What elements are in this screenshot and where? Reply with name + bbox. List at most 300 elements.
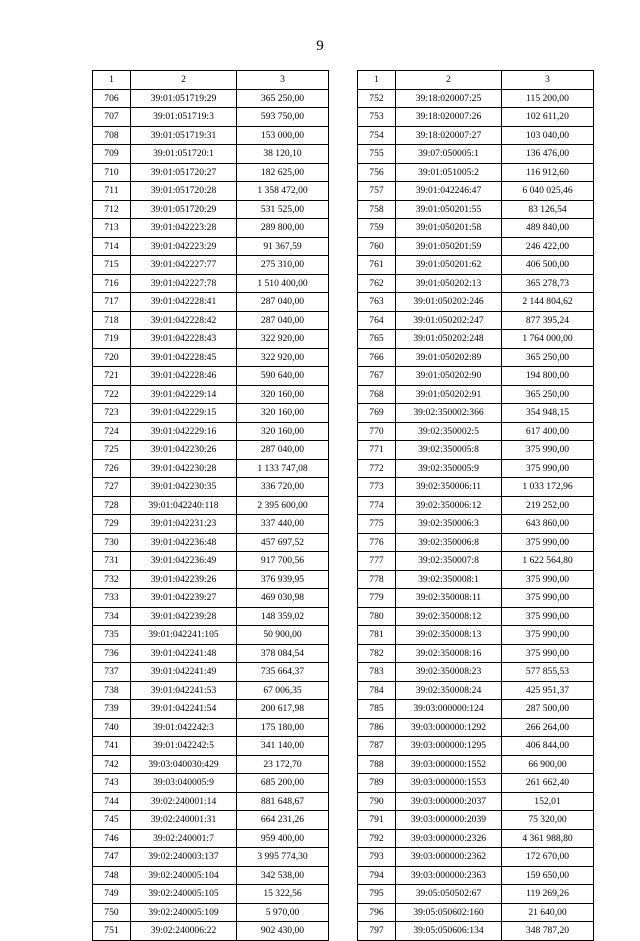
row-number-cell: 774 (358, 496, 396, 515)
cadastral-number-cell: 39:01:051719:29 (131, 89, 237, 108)
cadastral-number-cell: 39:01:050201:55 (396, 200, 502, 219)
row-number-cell: 794 (358, 866, 396, 885)
cadastral-number-cell: 39:02:240005:104 (131, 866, 237, 885)
table-row (93, 219, 329, 238)
value-cell: 375 990,00 (502, 441, 594, 460)
cadastral-number-cell: 39:03:000000:2039 (396, 811, 502, 830)
table-row (93, 404, 329, 423)
value-cell: 67 006,35 (237, 681, 329, 700)
column-header: 2 (396, 71, 502, 90)
value-cell: 577 855,53 (502, 663, 594, 682)
cadastral-number-cell: 39:01:051005:2 (396, 163, 502, 182)
row-number-cell: 742 (93, 755, 131, 774)
value-cell: 2 395 600,00 (237, 496, 329, 515)
cadastral-number-cell: 39:03:000000:124 (396, 700, 502, 719)
cadastral-number-cell: 39:01:042228:41 (131, 293, 237, 312)
table-row (358, 626, 594, 645)
row-number-cell: 793 (358, 848, 396, 867)
row-number-cell: 706 (93, 89, 131, 108)
table-row (93, 903, 329, 922)
value-cell: 881 648,67 (237, 792, 329, 811)
row-number-cell: 756 (358, 163, 396, 182)
value-cell: 5 970,00 (237, 903, 329, 922)
value-cell: 182 625,00 (237, 163, 329, 182)
value-cell: 1 764 000,00 (502, 330, 594, 349)
cadastral-number-cell: 39:01:051720:29 (131, 200, 237, 219)
value-cell: 348 787,20 (502, 922, 594, 941)
table-row (93, 182, 329, 201)
row-number-cell: 746 (93, 829, 131, 848)
value-cell: 735 664,37 (237, 663, 329, 682)
table-row (358, 182, 594, 201)
value-cell: 375 990,00 (502, 607, 594, 626)
cadastral-number-cell: 39:01:050201:58 (396, 219, 502, 238)
table-row (358, 478, 594, 497)
cadastral-number-cell: 39:18:020007:25 (396, 89, 502, 108)
value-cell: 406 844,00 (502, 737, 594, 756)
value-cell: 148 359,02 (237, 607, 329, 626)
row-number-cell: 766 (358, 348, 396, 367)
row-number-cell: 771 (358, 441, 396, 460)
cadastral-number-cell: 39:01:042223:29 (131, 237, 237, 256)
row-number-cell: 782 (358, 644, 396, 663)
cadastral-number-cell: 39:02:240003:137 (131, 848, 237, 867)
value-cell: 643 860,00 (502, 515, 594, 534)
table-row (93, 108, 329, 127)
table-row (358, 163, 594, 182)
row-number-cell: 731 (93, 552, 131, 571)
value-cell: 261 662,40 (502, 774, 594, 793)
cadastral-number-cell: 39:01:042239:27 (131, 589, 237, 608)
table-row (93, 589, 329, 608)
value-cell: 172 670,00 (502, 848, 594, 867)
cadastral-number-cell: 39:03:000000:2362 (396, 848, 502, 867)
cadastral-number-cell: 39:02:240005:105 (131, 885, 237, 904)
row-number-cell: 733 (93, 589, 131, 608)
cadastral-number-cell: 39:03:000000:1553 (396, 774, 502, 793)
table-row (93, 700, 329, 719)
value-cell: 375 990,00 (502, 644, 594, 663)
cadastral-number-cell: 39:05:050502:67 (396, 885, 502, 904)
value-cell: 175 180,00 (237, 718, 329, 737)
table-row (93, 496, 329, 515)
table-row (358, 385, 594, 404)
row-number-cell: 764 (358, 311, 396, 330)
row-number-cell: 726 (93, 459, 131, 478)
cadastral-number-cell: 39:01:050202:248 (396, 330, 502, 349)
row-number-cell: 781 (358, 626, 396, 645)
table-row (93, 200, 329, 219)
value-cell: 406 500,00 (502, 256, 594, 275)
value-cell: 15 322,56 (237, 885, 329, 904)
row-number-cell: 709 (93, 145, 131, 164)
value-cell: 219 252,00 (502, 496, 594, 515)
table-row (358, 515, 594, 534)
table-row (93, 681, 329, 700)
data-table-right (357, 70, 594, 941)
row-number-cell: 772 (358, 459, 396, 478)
cadastral-number-cell: 39:01:042242:5 (131, 737, 237, 756)
row-number-cell: 740 (93, 718, 131, 737)
table-row (358, 607, 594, 626)
table-row (358, 681, 594, 700)
column-header: 2 (131, 71, 237, 90)
table-row (358, 89, 594, 108)
column-header: 3 (502, 71, 594, 90)
row-number-cell: 767 (358, 367, 396, 386)
table-row (93, 293, 329, 312)
value-cell: 457 697,52 (237, 533, 329, 552)
value-cell: 617 400,00 (502, 422, 594, 441)
cadastral-number-cell: 39:01:042240:118 (131, 496, 237, 515)
row-number-cell: 768 (358, 385, 396, 404)
cadastral-number-cell: 39:01:051720:27 (131, 163, 237, 182)
cadastral-number-cell: 39:02:350008:16 (396, 644, 502, 663)
table-row (358, 422, 594, 441)
cadastral-number-cell: 39:02:350006:11 (396, 478, 502, 497)
table-row (358, 774, 594, 793)
value-cell: 320 160,00 (237, 385, 329, 404)
table-row (358, 718, 594, 737)
row-number-cell: 730 (93, 533, 131, 552)
table-row (93, 274, 329, 293)
value-cell: 287 040,00 (237, 311, 329, 330)
row-number-cell: 748 (93, 866, 131, 885)
cadastral-number-cell: 39:01:042228:45 (131, 348, 237, 367)
table-row (358, 367, 594, 386)
cadastral-number-cell: 39:03:000000:1295 (396, 737, 502, 756)
cadastral-number-cell: 39:01:042246:47 (396, 182, 502, 201)
data-table-left (92, 70, 329, 941)
cadastral-number-cell: 39:02:240005:109 (131, 903, 237, 922)
row-number-cell: 775 (358, 515, 396, 534)
cadastral-number-cell: 39:02:240001:7 (131, 829, 237, 848)
table-row (358, 589, 594, 608)
row-number-cell: 780 (358, 607, 396, 626)
row-number-cell: 750 (93, 903, 131, 922)
value-cell: 289 800,00 (237, 219, 329, 238)
table-row (93, 145, 329, 164)
table-row (358, 441, 594, 460)
cadastral-number-cell: 39:02:350005:8 (396, 441, 502, 460)
value-cell: 266 264,00 (502, 718, 594, 737)
table-row (93, 866, 329, 885)
column-header: 3 (237, 71, 329, 90)
cadastral-number-cell: 39:03:000000:1292 (396, 718, 502, 737)
cadastral-number-cell: 39:01:042241:54 (131, 700, 237, 719)
table-row (93, 367, 329, 386)
table-row (358, 311, 594, 330)
cadastral-number-cell: 39:01:042227:78 (131, 274, 237, 293)
cadastral-number-cell: 39:03:000000:2037 (396, 792, 502, 811)
cadastral-number-cell: 39:18:020007:27 (396, 126, 502, 145)
table-row (93, 459, 329, 478)
value-cell: 354 948,15 (502, 404, 594, 423)
value-cell: 1 622 564,80 (502, 552, 594, 571)
row-number-cell: 720 (93, 348, 131, 367)
value-cell: 664 231,26 (237, 811, 329, 830)
value-cell: 38 120,10 (237, 145, 329, 164)
value-cell: 959 400,00 (237, 829, 329, 848)
table-row (358, 885, 594, 904)
row-number-cell: 712 (93, 200, 131, 219)
row-number-cell: 779 (358, 589, 396, 608)
value-cell: 6 040 025,46 (502, 182, 594, 201)
cadastral-number-cell: 39:02:350008:23 (396, 663, 502, 682)
cadastral-number-cell: 39:03:000000:1552 (396, 755, 502, 774)
table-row (93, 163, 329, 182)
table-row (93, 626, 329, 645)
table-row (358, 145, 594, 164)
table-row (93, 237, 329, 256)
row-number-cell: 708 (93, 126, 131, 145)
table-row (358, 496, 594, 515)
cadastral-number-cell: 39:01:042229:16 (131, 422, 237, 441)
table-row (93, 533, 329, 552)
table-row (93, 478, 329, 497)
row-number-cell: 786 (358, 718, 396, 737)
cadastral-number-cell: 39:01:042239:26 (131, 570, 237, 589)
row-number-cell: 789 (358, 774, 396, 793)
row-number-cell: 739 (93, 700, 131, 719)
value-cell: 4 361 988,80 (502, 829, 594, 848)
cadastral-number-cell: 39:01:042230:35 (131, 478, 237, 497)
value-cell: 469 030,98 (237, 589, 329, 608)
cadastral-number-cell: 39:02:350005:9 (396, 459, 502, 478)
value-cell: 1 133 747,08 (237, 459, 329, 478)
value-cell: 593 750,00 (237, 108, 329, 127)
cadastral-number-cell: 39:05:050602:160 (396, 903, 502, 922)
cadastral-number-cell: 39:03:000000:2326 (396, 829, 502, 848)
cadastral-number-cell: 39:02:350008:12 (396, 607, 502, 626)
value-cell: 103 040,00 (502, 126, 594, 145)
value-cell: 119 269,26 (502, 885, 594, 904)
table-row (358, 404, 594, 423)
row-number-cell: 718 (93, 311, 131, 330)
row-number-cell: 788 (358, 755, 396, 774)
value-cell: 917 700,56 (237, 552, 329, 571)
row-number-cell: 717 (93, 293, 131, 312)
table-row (93, 126, 329, 145)
value-cell: 1 358 472,00 (237, 182, 329, 201)
table-row (358, 219, 594, 238)
value-cell: 336 720,00 (237, 478, 329, 497)
table-row (358, 570, 594, 589)
value-cell: 116 912,60 (502, 163, 594, 182)
table-row (358, 829, 594, 848)
value-cell: 1 510 400,00 (237, 274, 329, 293)
value-cell: 425 951,37 (502, 681, 594, 700)
table-row (358, 903, 594, 922)
table-row (358, 755, 594, 774)
cadastral-number-cell: 39:01:050202:91 (396, 385, 502, 404)
table-row (93, 644, 329, 663)
table-row (93, 774, 329, 793)
table-row (93, 385, 329, 404)
cadastral-number-cell: 39:01:051719:3 (131, 108, 237, 127)
row-number-cell: 707 (93, 108, 131, 127)
value-cell: 322 920,00 (237, 330, 329, 349)
table-row (358, 330, 594, 349)
value-cell: 3 995 774,30 (237, 848, 329, 867)
row-number-cell: 758 (358, 200, 396, 219)
cadastral-number-cell: 39:01:042230:26 (131, 441, 237, 460)
row-number-cell: 753 (358, 108, 396, 127)
cadastral-number-cell: 39:01:042223:28 (131, 219, 237, 238)
cadastral-number-cell: 39:02:350006:8 (396, 533, 502, 552)
table-row (358, 663, 594, 682)
row-number-cell: 762 (358, 274, 396, 293)
row-number-cell: 749 (93, 885, 131, 904)
table-row (358, 459, 594, 478)
row-number-cell: 785 (358, 700, 396, 719)
value-cell: 275 310,00 (237, 256, 329, 275)
value-cell: 376 939,95 (237, 570, 329, 589)
cadastral-number-cell: 39:02:240006:22 (131, 922, 237, 941)
value-cell: 66 900,00 (502, 755, 594, 774)
value-cell: 320 160,00 (237, 404, 329, 423)
table-row (93, 515, 329, 534)
table-row (93, 755, 329, 774)
value-cell: 287 040,00 (237, 293, 329, 312)
cadastral-number-cell: 39:01:042241:48 (131, 644, 237, 663)
row-number-cell: 714 (93, 237, 131, 256)
cadastral-number-cell: 39:01:050202:13 (396, 274, 502, 293)
value-cell: 337 440,00 (237, 515, 329, 534)
table-row (93, 718, 329, 737)
row-number-cell: 765 (358, 330, 396, 349)
table-row (358, 922, 594, 941)
value-cell: 91 367,59 (237, 237, 329, 256)
cadastral-number-cell: 39:02:240001:14 (131, 792, 237, 811)
value-cell: 341 140,00 (237, 737, 329, 756)
cadastral-number-cell: 39:01:042228:46 (131, 367, 237, 386)
value-cell: 194 800,00 (502, 367, 594, 386)
cadastral-number-cell: 39:01:050201:59 (396, 237, 502, 256)
cadastral-number-cell: 39:02:240001:31 (131, 811, 237, 830)
table-row (93, 811, 329, 830)
cadastral-number-cell: 39:01:042236:48 (131, 533, 237, 552)
cadastral-number-cell: 39:01:050202:247 (396, 311, 502, 330)
cadastral-number-cell: 39:03:040005:9 (131, 774, 237, 793)
row-number-cell: 736 (93, 644, 131, 663)
table-row (358, 348, 594, 367)
table-row (93, 829, 329, 848)
row-number-cell: 761 (358, 256, 396, 275)
value-cell: 83 126,54 (502, 200, 594, 219)
cadastral-number-cell: 39:07:050005:1 (396, 145, 502, 164)
table-row (93, 792, 329, 811)
table-row (93, 552, 329, 571)
row-number-cell: 728 (93, 496, 131, 515)
value-cell: 153 000,00 (237, 126, 329, 145)
cadastral-number-cell: 39:18:020007:26 (396, 108, 502, 127)
table-row (358, 274, 594, 293)
cadastral-number-cell: 39:01:050202:246 (396, 293, 502, 312)
row-number-cell: 757 (358, 182, 396, 201)
value-cell: 365 250,00 (502, 385, 594, 404)
table-row (93, 89, 329, 108)
value-cell: 246 422,00 (502, 237, 594, 256)
row-number-cell: 711 (93, 182, 131, 201)
table-row (93, 256, 329, 275)
table-row (93, 663, 329, 682)
row-number-cell: 751 (93, 922, 131, 941)
cadastral-number-cell: 39:01:042231:23 (131, 515, 237, 534)
row-number-cell: 787 (358, 737, 396, 756)
page-number: 9 (316, 38, 324, 54)
cadastral-number-cell: 39:02:350002:366 (396, 404, 502, 423)
row-number-cell: 777 (358, 552, 396, 571)
cadastral-number-cell: 39:02:350002:5 (396, 422, 502, 441)
value-cell: 378 084,54 (237, 644, 329, 663)
row-number-cell: 754 (358, 126, 396, 145)
row-number-cell: 734 (93, 607, 131, 626)
row-number-cell: 755 (358, 145, 396, 164)
cadastral-number-cell: 39:02:350006:3 (396, 515, 502, 534)
row-number-cell: 769 (358, 404, 396, 423)
value-cell: 21 640,00 (502, 903, 594, 922)
table-row (358, 256, 594, 275)
table-row (93, 311, 329, 330)
row-number-cell: 791 (358, 811, 396, 830)
table-row (93, 737, 329, 756)
value-cell: 375 990,00 (502, 589, 594, 608)
cadastral-number-cell: 39:01:042241:105 (131, 626, 237, 645)
row-number-cell: 713 (93, 219, 131, 238)
cadastral-number-cell: 39:01:051720:1 (131, 145, 237, 164)
table-row (358, 200, 594, 219)
cadastral-number-cell: 39:02:350008:11 (396, 589, 502, 608)
value-cell: 23 172,70 (237, 755, 329, 774)
cadastral-number-cell: 39:02:350008:1 (396, 570, 502, 589)
value-cell: 2 144 804,62 (502, 293, 594, 312)
table-row (358, 644, 594, 663)
table-row (358, 126, 594, 145)
row-number-cell: 732 (93, 570, 131, 589)
table-row (358, 866, 594, 885)
value-cell: 152,01 (502, 792, 594, 811)
value-cell: 75 320,00 (502, 811, 594, 830)
table-row (93, 607, 329, 626)
row-number-cell: 752 (358, 89, 396, 108)
table-row (358, 108, 594, 127)
row-number-cell: 783 (358, 663, 396, 682)
value-cell: 342 538,00 (237, 866, 329, 885)
cadastral-number-cell: 39:01:050202:89 (396, 348, 502, 367)
row-number-cell: 778 (358, 570, 396, 589)
row-number-cell: 743 (93, 774, 131, 793)
table-row (93, 422, 329, 441)
cadastral-number-cell: 39:01:042227:77 (131, 256, 237, 275)
row-number-cell: 792 (358, 829, 396, 848)
value-cell: 320 160,00 (237, 422, 329, 441)
cadastral-number-cell: 39:01:042241:53 (131, 681, 237, 700)
row-number-cell: 763 (358, 293, 396, 312)
row-number-cell: 710 (93, 163, 131, 182)
cadastral-number-cell: 39:05:050606:134 (396, 922, 502, 941)
value-cell: 136 476,00 (502, 145, 594, 164)
cadastral-number-cell: 39:01:042229:14 (131, 385, 237, 404)
row-number-cell: 773 (358, 478, 396, 497)
table-row (358, 811, 594, 830)
row-number-cell: 722 (93, 385, 131, 404)
cadastral-number-cell: 39:01:051719:31 (131, 126, 237, 145)
table-row (358, 792, 594, 811)
table-row (93, 922, 329, 941)
row-number-cell: 745 (93, 811, 131, 830)
cadastral-number-cell: 39:01:042236:49 (131, 552, 237, 571)
